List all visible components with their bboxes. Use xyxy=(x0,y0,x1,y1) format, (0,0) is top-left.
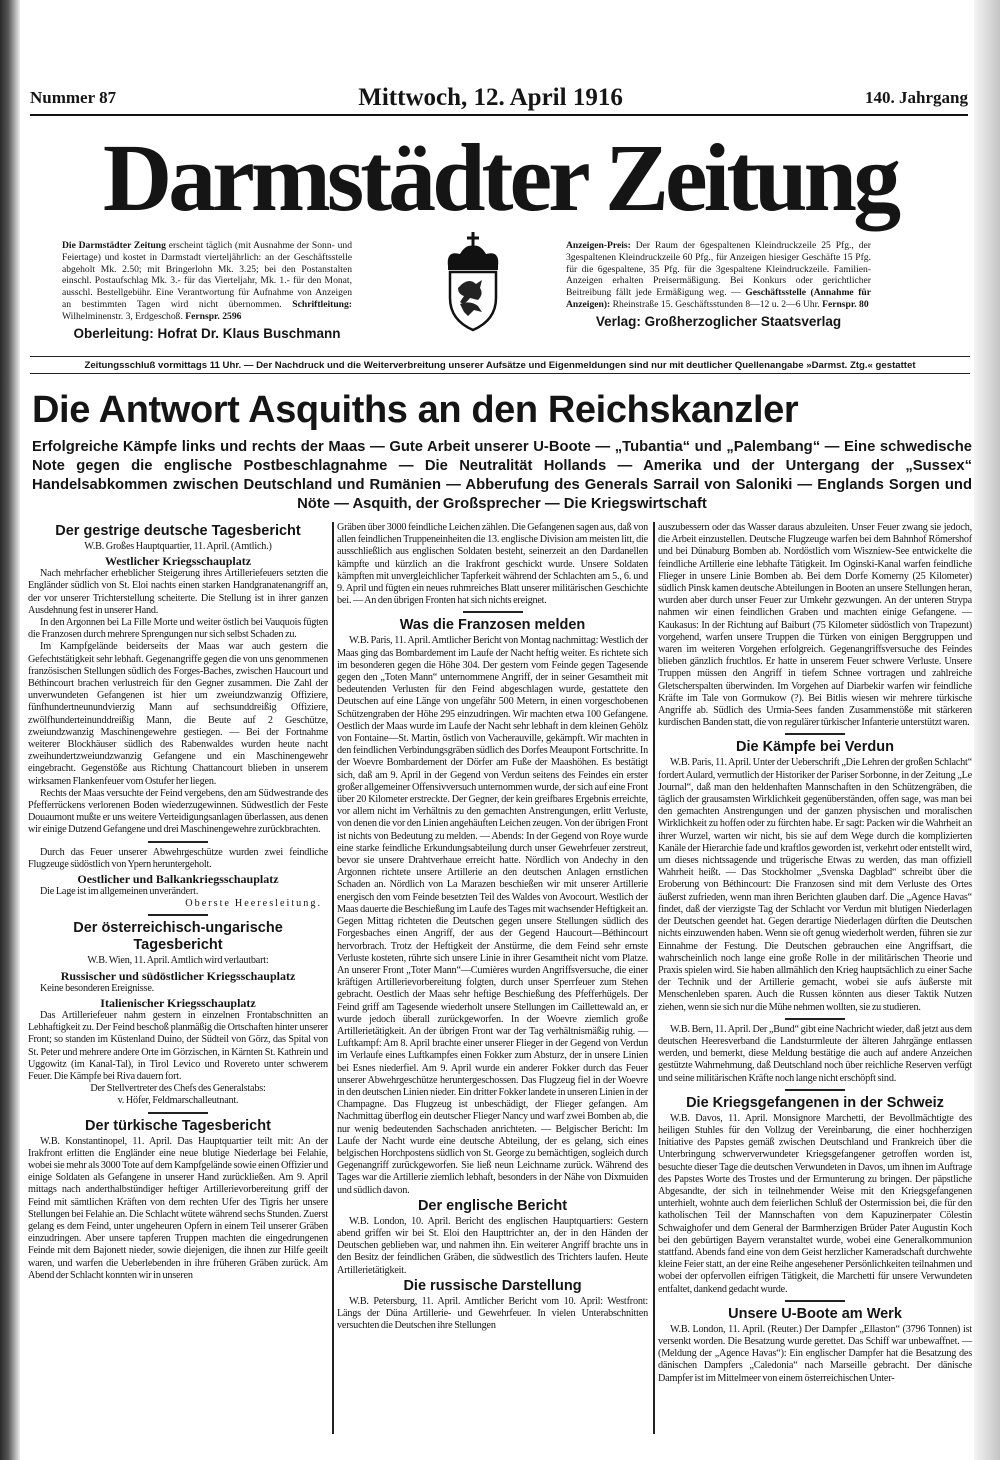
main-headline: Die Antwort Asquiths an den Reichskanzler xyxy=(32,389,799,431)
office-address: Wilhelminenstr. 3, Erdgeschoß. xyxy=(62,310,183,322)
section-rule xyxy=(785,733,845,735)
article-paragraph: W.B. Paris, 11. April. Unter der Ueberschrift „Die Lehren der großen Schlacht“ fordert Aulard, vermutlich der Historiker der Pariser Sorbonne, in der Zeitung „Le Journal“, daß man den heldenhaften Mannschaften in den Schützengräben, die täglich der grausamsten Wirklichkeit gegenüberständen, offen sage, was man bei den gemachten Anstrengungen und der ganzen physischen und moralischen Wirklichkeit zu hoffen oder zu fürchten habe. Er sagt: Packen wir die Wahrheit an ihrer Wurzel, warten wir nicht, bis sie auf dem Wege durch die komplizierten Kanäle der Hierarchie fade und kraftlos geworden ist, verkehrt oder entstellt wird, um dieses nichtssagende und trügerische Etwas zu werden, das man offiziell Wahrheit heißt. — Das Stockholmer „Svenska Dagblad“ schreibt über die Eroberung von Béthincourt: Die Franzosen sind mit dem Verluste des Ortes äußerst zufrieden, wenn man ihren Berichten glauben darf. Die „Agence Havas“ findet, daß der vierzigste Tag der Schlacht vor Verdun mit blutigen Niederlagen der Deutschen geendet hat. Gegen derartige Niederlagen dürften die Deutschen nichts einzuwenden haben. Wenn sie oft genug wiederholt werden, führen sie zur Einnahme der Festung. Die Deutschen gebrauchen eine Angriffsart, die wahrscheinlich noch lange eine große Rolle in der militärischen Theorie und Praxis spielen wird. Sie haben allmählich den Krieg hauptsächlich zu einer Sache der Technik und der Artillerie gemacht, wobei sie aufs äußerste mit Menschenleben sparen. Auch die Russen könnten aus dieser Taktik Nutzen ziehen, wenn sie sich nur die Mühe nehmen wollten, sie zu studieren. xyxy=(658,757,972,1013)
article-paragraph: W.B. Bern, 11. April. Der „Bund“ gibt eine Nachricht wieder, daß jetzt aus dem deutschen Heeresverband die Landsturmleute der älteren Jahrgänge entlassen werden, und bemerkt, diese Meldung bestätige die auch auf andere Anzeichen gestützte Wahrnehmung, daß Deutschland noch über reichliche Reserven verfügt und seine militärischen Kräfte noch lange nicht erschöpft sind. xyxy=(658,1023,972,1084)
section-rule xyxy=(148,841,208,843)
article-paragraph: Nach mehrfacher erheblicher Steigerung ihres Artilleriefeuers setzten die Engländer südlich von St. Eloi nachts einen starken Handgranatenangriff an, der vor unserer Trichterstellung scheiterte. Die Stellung ist in ihrer ganzen Ausdehnung fest in unserer Hand. xyxy=(28,568,328,616)
column-divider xyxy=(332,522,334,1434)
masthead-title: Darmstädter Zeitung xyxy=(102,124,898,231)
article-paragraph: W.B. Paris, 11. April. Amtlicher Bericht von Montag nachmittag: Westlich der Maas ging das Bombardement im Laufe der Nacht heftig weiter. Es richtete sich im besonderen gegen die Höhe 304. Der gestern vom Feinde gegen Tagesende gegen den „Toten Mann“ unternommene Angriff, der in seiner Gesamtheit mit bedeutenden Verlusten für den Feind abgeschlagen wurde, gestattete den Deutschen auf eine Länge von ungefähr 500 Metern, in einen vorgeschobenen Schützengraben der Höhe 295 einzudringen. Wir machten etwa 100 Gefangene. Oestlich der Maas wurde im Laufe der Nacht sehr lebhaft in dem kleinen Gehölz von Fontaine—St. Martin, östlich von Vacherauville, gekämpft. Wir machten in den feindlichen Verbindungsgräben südlich des Dorfes Meaupont Fortschritte. In der Woevre Bombardement der Dörfer am Fuße der Maashöhen. Es bestätigt sich, daß am 9. April in der Gegend von Verdun seitens des Feindes ein erster großer allgemeiner Offensivversuch unternommen wurde, der sich auf eine Front über 20 Kilometer erstreckte. Der Gegner, der kein greifbares Ergebnis erreichte, vor allem nicht im Verhältnis zu den gemachten Anstrengungen, erlitt Verluste, von denen die vor den Linien angehäuften Leichen zeugen. Von der übrigen Front ist nichts von Bedeutung zu melden. — Abends: In der Gegend von Roye wurde eine starke feindliche Erkundungsabteilung durch unser Gewehrfeuer zerstreut, bevor sie unsere Drahtverhaue erreicht hatte. Nördlich von Andechy in den Argonnen richtete unsere Artillerie an den deutschen Anlagen ernstlichen Schaden an. Nördlich von La Marazen beschießen wir mit unserer Artillerie energisch den vom Feinde besetzten Teil des Waldes von Avocourt. Westlich der Maas dauerte die Beschießung im Laufe des Tages mit wachsender Heftigkeit an. Gegen Mittag richteten die Deutschen gegen unsere Stellungen südlich des Forgesbaches einen Angriff, der aus der Gegend Haucourt—Béthincourt hervorbrach. Trotz der Heftigkeit der Anstürme, die dem Feind sehr ernste Verluste kosteten, rührte sich unsere Linie in ihrer Gesamtheit nicht vom Platze. An unserer Front „Toter Mann“—Cumières wurden Angriffsversuche, die einer kräftigen Artillerievorbereitung folgten, durch unser Sperrfeuer zum Stehen gebracht. Oestlich der Maas sehr heftige Beschießung des Pfefferhügels. Der Feind griff am Tagesende wiederholt unsere Stellungen im Caillettewald an, er wurde jedoch überall zurückgeworfen. In der Woevre ziemlich große Artillerietätigkeit. An der übrigen Front war der Tag verhältnismäßig ruhig. — Luftkampf: Am 8. April brachte einer unserer Flieger in der Gegend von Verdun im Verlaufe eines Luftkampfes einen Fokker zum Absturz, der in unsere Linien bei Esnes niederfiel. Am 9. April wurde ein anderer Fokker durch das Feuer unserer Abwehrgeschütze heruntergeschossen. Das Flugzeug fiel in der Woevre in den deutschen Linien nieder. Ein dritter Fokker landete in unseren Linien in der Champagne. Das Flugzeug ist unbeschädigt, der Flieger gefangen. Am Nachmittag überflog ein deutscher Flieger Nancy und warf zwei Bomben ab, die nur wenig bedeutenden Sachschaden anrichteten. — Belgischer Bericht: Im Laufe der Nacht wurde eine deutsche Abteilung, der es gelang, sich eines belgischen Horchpostens südlich von St. George zu bemächtigen, sogleich durch Gegenangriff zurückgeworfen. Sie ließ neun Leichname zurück. Während des Tages war die Artillerie ziemlich lebhaft, besonders in der Nähe von Dixmuiden und südlich davon. xyxy=(337,635,648,1196)
article-heading: Die russische Darstellung xyxy=(403,1277,582,1294)
ad-price-label: Anzeigen-Preis: xyxy=(566,240,631,251)
article-heading: Unsere U-Boote am Werk xyxy=(728,1305,902,1322)
article-heading: Der gestrige deutsche Tagesbericht xyxy=(55,523,301,539)
page-right-edge xyxy=(974,0,1000,1460)
section-rule xyxy=(148,914,208,916)
info-text: erscheint täglich (mit Ausnahme der Sonn- und Feiertage) und kostet in Darmstadt vierteljährlich: an der Geschäftsstelle abgeholt Mk. 2.50; mit Bringerlohn Mk. 3.25; bei den Postanstalten einschl. Postaufschlag Mk. 3.- für das Vierteljahr, Mk. 1.- für den Monat, ausschl. Bestellgebühr. Eine Verantwortung für Aufnahme von Anzeigen an bestimmten Tagen wird nicht übernommen. xyxy=(62,240,352,310)
article-paragraph: Die Lage ist im allgemeinen unverändert. xyxy=(40,886,199,898)
article-heading: Die Kämpfe bei Verdun xyxy=(736,739,894,756)
section-rule xyxy=(785,1018,845,1020)
volume-year: 140. Jahrgang xyxy=(865,88,968,107)
headline-summary: Erfolgreiche Kämpfe links und rechts der Maas — Gute Arbeit unserer U-Boote — „Tubantia“ und „Palembang“ — Eine schwedische Note gegen die englische Postbeschlagnahme — Die Neutralität Hollands — Amerika und der Untergang der „Sussex“ Handelsabkommen zwischen Deutschland und Rumänien — Abberufung des Generals Sarrail von Saloniki — Englands Sorgen und Nöte — Asquith, der Großsprecher — Die Kriegswirtschaft xyxy=(32,439,972,512)
column-1 xyxy=(28,522,328,1282)
article-paragraph-continued: Gräben über 3000 feindliche Leichen zählen. Die Gefangenen sagen aus, daß von allen feindlichen Truppeneinheiten die 13. englische Division am meisten litt, die ausschließlich aus englischen Soldaten besteht, seinerzeit an den Dardanellen kämpfte und kürzlich an die Irakfront geschickt wurde. Unsere Soldaten kämpften mit unvergleichlicher Tapferkeit während der Schlachten am 5., 6. und 9. April und fügten ein neues ruhmreiches Blatt unserer militärischen Geschichte bei. — An den übrigen Fronten hat sich nichts ereignet. xyxy=(337,522,648,607)
issue-number: Nummer 87 xyxy=(30,88,117,107)
section-subheading: Russischer und südöstlicher Kriegsschauplatz xyxy=(60,968,296,983)
column-divider xyxy=(653,522,655,1434)
dateline: Der Stellvertreter des Chefs des Generalstabs: xyxy=(90,1083,266,1095)
article-heading: Was die Franzosen melden xyxy=(399,617,586,634)
dateline: W.B. Wien, 11. April. Amtlich wird verlautbart: xyxy=(87,955,269,967)
dateline: v. Höfer, Feldmarschalleutnant. xyxy=(117,1095,239,1107)
advertising-block xyxy=(566,240,871,330)
article-paragraph: Durch das Feuer unserer Abwehrgeschütze wurden zwei feindliche Flugzeuge südöstlich von Ypern heruntergeholt. xyxy=(28,846,328,870)
article-paragraph: W.B. London, 10. April. Bericht des englischen Hauptquartiers: Gestern abend griffen wir bei St. Eloi den Haupttrichter an, der in den Händen der Deutschen geblieben war, und nahmen ihn. Ein weiterer Angriff brachte uns in den Besitz der feindlichen Gräben, die südwestlich des Trichters laufen. Heute Artillerietätigkeit. xyxy=(337,1215,648,1276)
advertising-info xyxy=(566,240,871,311)
page-binding-edge xyxy=(0,0,20,1460)
business-office-label: Geschäftsstelle (Annahme für Anzeigen): xyxy=(566,287,871,310)
article-paragraph: Rechts der Maas versuchte der Feind vergebens, den am Südwestrande des Pfefferrückens verlorenen Boden wiederzugewinnen. Südwestlich der Feste Douaumont mußte er uns weitere Verteidigungsanlagen überlassen, aus denen wir einige Dutzend Gefangene und drei Maschinengewehre zurückbrachten. xyxy=(28,787,328,836)
subscription-info xyxy=(62,240,352,323)
article-heading: Die Kriegsgefangenen in der Schweiz xyxy=(686,1094,944,1111)
section-rule xyxy=(463,611,523,613)
section-subheading: Oestlicher und Balkankriegsschauplatz xyxy=(77,872,279,887)
date-line xyxy=(30,82,968,116)
article-paragraph: W.B. Petersburg, 11. April. Amtlicher Bericht vom 10. April: Westfront: Längs der Düna Artillerie- und Gewehrfeuer. In vielen Unterabschnitten versuchten die Deutschen ihre Stellungen xyxy=(337,1295,648,1332)
dateline: W.B. Großes Hauptquartier, 11. April. (Amtlich.) xyxy=(84,541,272,552)
column-2 xyxy=(337,522,648,1332)
info-lead: Die Darmstädter Zeitung xyxy=(62,240,166,251)
section-rule xyxy=(785,1300,845,1302)
article-heading: Der österreichisch-ungarische Tagesbericht xyxy=(73,920,283,954)
section-subheading: Italienischer Kriegsschauplatz xyxy=(100,995,256,1010)
office-label: Schriftleitung: xyxy=(292,298,352,310)
article-paragraph: Das Artilleriefeuer nahm gestern in einzelnen Frontabschnitten an Lebhaftigkeit zu. Der Feind beschoß planmäßig die Ortschaften hinter unserer Front; so standen im Küstenland Duino, der Südteil von Görz, das Spital von St. Peter und mehrere andere Orte im Görzischen, in Kärnten St. Kathrein und Uggowitz (im Kanal-Tal), in Tirol Levico und Rovereto unter schwerem Feuer. Die Kämpfe bei Riva dauern fort. xyxy=(28,1009,328,1082)
article-heading: Der englische Bericht xyxy=(417,1197,568,1214)
section-rule xyxy=(148,1112,208,1114)
article-paragraph: W.B. Davos, 11. April. Monsignore Marchetti, der Bevollmächtigte des heiligen Stuhles für den Vollzug der Vereinbarung, die einer hochherzigen Initiative des Papstes gemäß zwischen Deutschland und Frankreich über die Unterbringung schwerverwundeter Kriegsgefangener getroffen worden ist, besuchte dieser Tage die deutschen Verwundeten in Davos, um ihnen im Auftrage des Papstes Worte des Trostes und der Ermunterung zu bringen. Der päpstliche Abgesandte, der sich in teilnehmender Weise mit den Kriegsgefangenen unterhielt, wohnte auch dem feierlichen Schluß der Ostermission bei, die für den katholischen Teil der Mannschaften von dem Kapuzinerpater Cölestin Schwaighofer und dem General der Barmherzigen Brüder Pater Augustin Koch bei den gebürtigen Bayern veranstaltet wurde, wobei eine Generalkommunion stattfand. Abends fand eine von dem Geist herzlicher Kameradschaft durchwehte kleine Feier statt, an der eine Reihe angesehener Persönlichkeiten teilnahmen und wobei der opfervollen eifrigen Tätigkeit, die Marchetti für unsere Verwundeten entfaltet, dankend gedacht wurde. xyxy=(658,1112,972,1295)
coat-of-arms-icon xyxy=(440,232,506,332)
subscription-block xyxy=(62,240,352,342)
article-paragraph: W.B. Konstantinopel, 11. April. Das Hauptquartier teilt mit: An der Irakfront erlitten die Engländer eine neue blutige Niederlage bei Felahie, wobei sie mehr als 3000 Tote auf dem Kampfgelände sowie einen Offizier und einige Soldaten als Gefangene in unserer Hand zurückließen. Am 9. April mittags nach anderthalbstündiger heftiger Artillerievorbereitung griff der Feind mit sämtlichen Kräften von dem rechten Ufer des Tigris her unsere Stellungen bei Felahie an. Die Schlacht wütete während sechs Stunden. Zuerst gelang es dem Feind, unter ungeheuren Opfern in einem Teil unserer Gräben einzudringen. Aber unsere tapferen Truppen machten die eingedrungenen Feinde mit dem Bajonett nieder, sowie diejenigen, die ihnen zur Hilfe geeilt waren, und warfen die Ueberlebenden in ihre früheren Gräben zurück. Am Abend der Schlacht konnten wir in unseren xyxy=(28,1135,328,1281)
office-phone: Fernspr. 2596 xyxy=(185,310,242,322)
signature: Oberste Heeresleitung. xyxy=(185,898,322,910)
column-3 xyxy=(658,522,972,1385)
business-phone: Fernspr. 80 xyxy=(822,298,869,310)
ad-price-text: Der Raum der 6gespaltenen Kleindruckzeile 25 Pfg., der 3gespaltenen Kleindruckzeile 60 Pfg., für Anzeigen hiesiger Geschäfte 15 Pfg. für die 6gespaltene, 35 Pfg. für die 3gespaltene Kleindruckzeile. Familien-Anzeigen erhalten Preisermäßigung. Bei Konkurs oder gerichtlicher Beitreibung fällt jede Ermäßigung weg. — xyxy=(566,240,871,299)
article-paragraph: W.B. London, 11. April. (Reuter.) Der Dampfer „Ellaston“ (3796 Tonnen) ist versenkt worden. Die Besatzung wurde gerettet. Das Schiff war unbewaffnet. — (Meldung der „Agence Havas“): Ein englischer Dampfer hat die Besatzung des dänischen Dampfers „Caledonia“ nach Marseille gebracht. Der dänische Dampfer ist im Mittelmeer von einem österreichischen Unter- xyxy=(658,1323,972,1384)
publisher-line: Verlag: Großherzoglicher Staatsverlag xyxy=(595,313,842,329)
article-heading: Der türkische Tagesbericht xyxy=(85,1117,271,1134)
article-paragraph: Keine besonderen Ereignisse. xyxy=(40,982,154,994)
issue-date: Mittwoch, 12. April 1916 xyxy=(358,84,623,111)
business-office-address: Rheinstraße 15. Geschäftsstunden 8—12 u. 2—6 Uhr. xyxy=(612,298,820,310)
editor-line: Oberleitung: Hofrat Dr. Klaus Buschmann xyxy=(73,325,341,341)
section-rule xyxy=(785,1089,845,1091)
section-subheading: Westlicher Kriegsschauplatz xyxy=(104,554,252,569)
article-paragraph-continued: auszubessern oder das Wasser daraus abzuleiten. Unser Feuer zwang sie jedoch, die Arbeit einzustellen. Deutsche Flugzeuge warfen bei dem Bahnhof Römershof und bei Dünaburg Bomben ab. Nordöstlich vom Wiszniew-See entwickelte die feindliche Artillerie eine lebhafte Tätigkeit. Im Oginski-Kanal warfen feindliche Flieger in unsere Linie Bomben ab. Bei dem Dorfe Komerny (25 Kilometer) südlich Pinsk kamen deutsche Abteilungen in Booten an unsere Stellungen heran, wurden aber durch unser Feuer zur Umkehr gezwungen. An der unteren Strypa nahmen wir einen feindlichen Graben und machten einige Gefangene. — Kaukasus: In der Richtung auf Baiburt (75 Kilometer südöstlich von Trapezunt) vorgehend, warfen unsere Truppen die Türken von einigen Berggruppen und waren im weiteren Vorgehen erfolgreich. Gegenangriffsversuche des Feindes blieben gänzlich fruchtlos. Er hatte in unserem Feuer schwere Verluste. Unsere Truppen müssen den Angriff in tiefem Schnee vortragen und zahlreiche Gletscherspalten überwinden. Im Vorgehen auf Diarbekir warfen wir feindliche Kräfte im Tale von Gormukow (?). Bei Bitlis wiesen wir mehrere türkische Angriffe ab. Südlich des Urmia-Sees fanden Zusammenstöße mit stärkeren kurdischen Banden statt, die von regulärer türkischer Infanterie unterstützt waren. xyxy=(658,522,972,729)
article-paragraph: Im Kampfgelände beiderseits der Maas war auch gestern die Gefechtstätigkeit sehr lebhaft. Gegenangriffe gegen die von uns genommenen französischen Stellungen südlich des Forges-Baches, zwischen Haucourt und Béthincourt brachen verlustreich für den Gegner zusammen. Die Zahl der unverwundeten Gefangenen ist hier um zweiundzwanzig Offiziere, fünfhundertneunundvierzig Mann auf sechsunddreißig Offiziere, zwölfhunderteinunddreißig Mann, die Beute auf 2 Geschütze, zweiundzwanzig Maschinengewehre gestiegen. — Bei der Fortnahme weiterer Blockhäuser südlich des Rabenwaldes wurden heute nacht zweihundertzweiundzwanzig Gefangene und ein Maschinengewehr eingebracht. Gegenstöße aus Richtung Chattancourt blieben in unserem wirksamen Flankenfeuer vom Ostufer her liegen. xyxy=(28,641,328,787)
copyright-notice: Zeitungsschluß vormittags 11 Uhr. — Der Nachdruck und die Weiterverbreitung unserer Aufsätze und Eigenmeldungen sind nur mit deutlicher Quellenangabe »Darmst. Ztg.« gestattet xyxy=(30,356,970,374)
article-paragraph: In den Argonnen bei La Fille Morte und weiter östlich bei Vauquois fügten die Franzosen durch mehrere Sprengungen nur sich selbst Schaden zu. xyxy=(28,617,328,641)
